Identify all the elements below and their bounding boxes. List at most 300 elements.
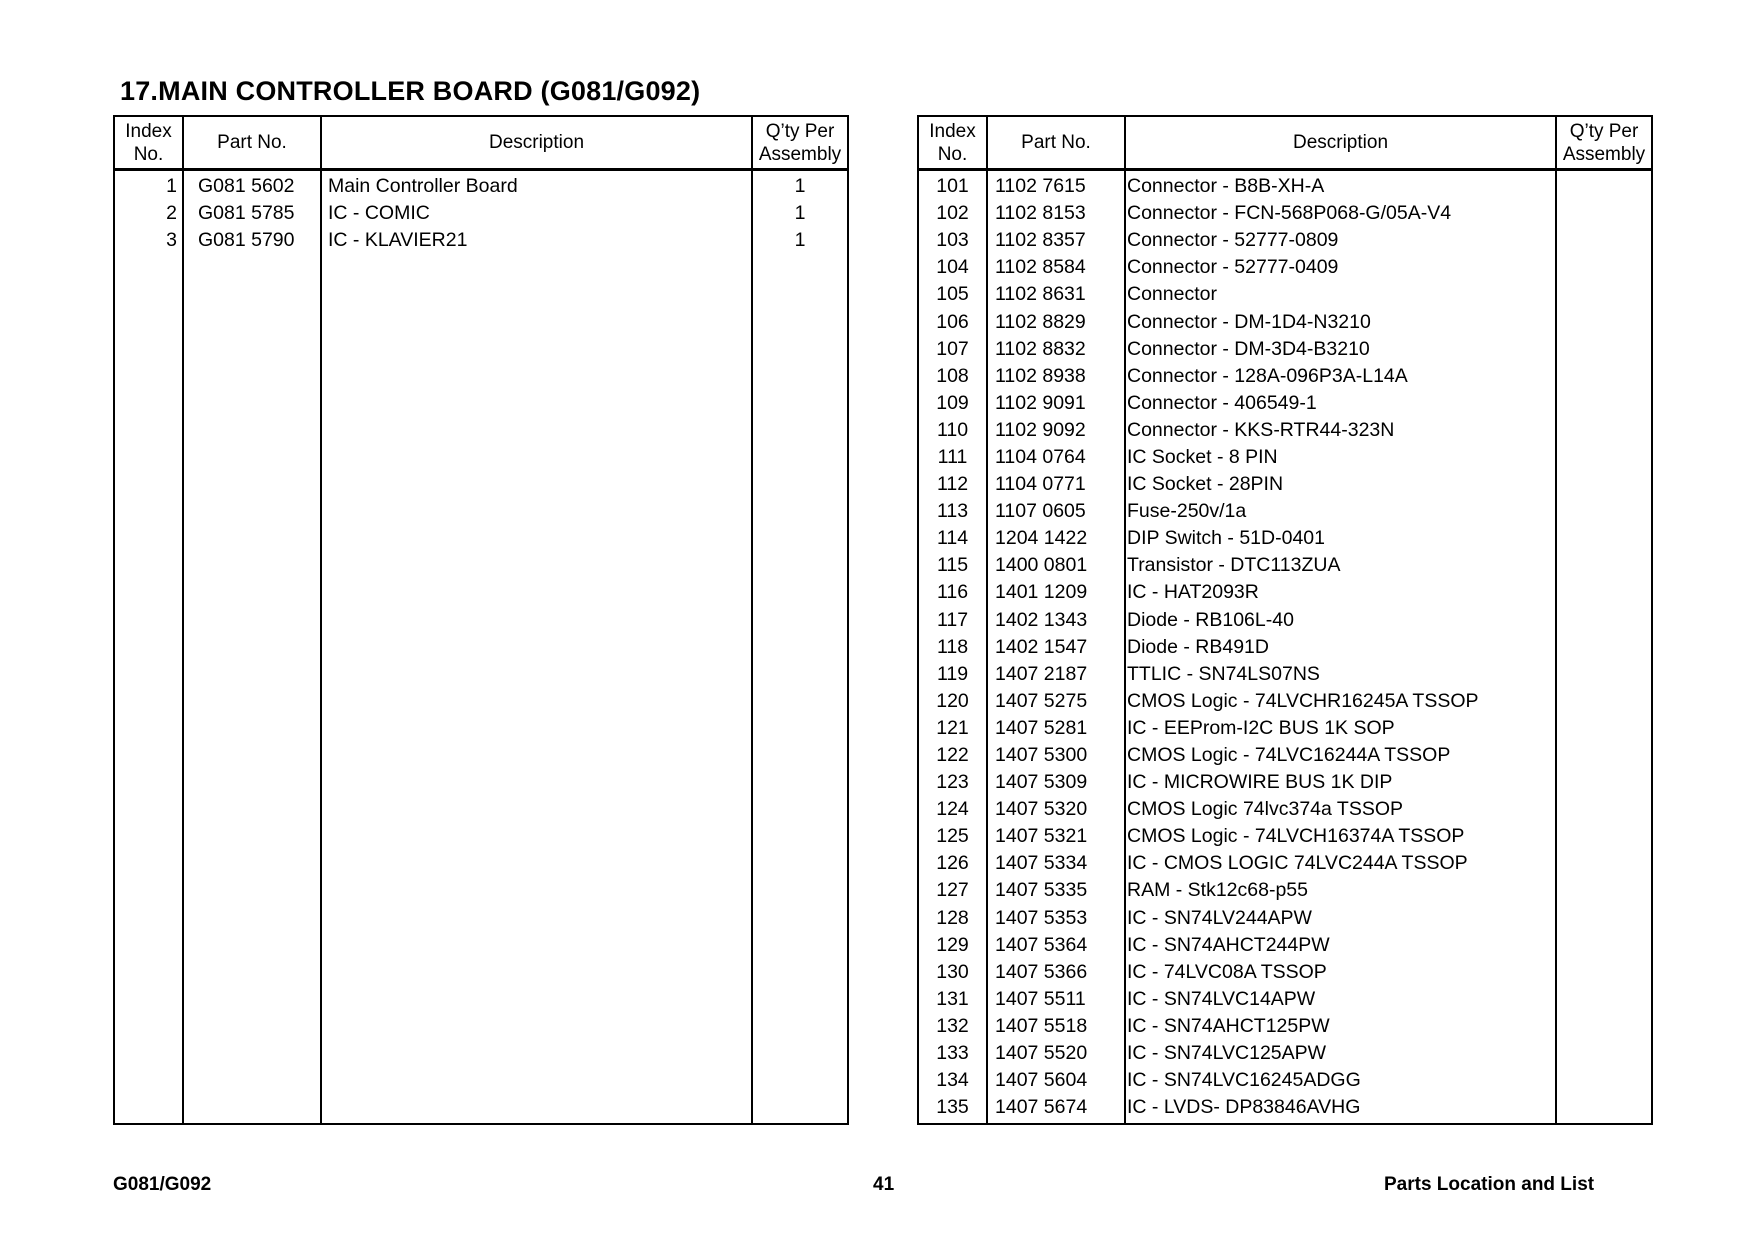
cell-part-no <box>183 688 321 715</box>
table-row <box>918 498 1652 525</box>
cell-description <box>321 850 752 877</box>
cell-description <box>321 471 752 498</box>
table-row <box>918 607 1652 634</box>
cell-qty <box>1556 579 1652 606</box>
cell-description: CMOS Logic - 74LVCHR16245A TSSOP <box>1125 688 1556 715</box>
table-row-empty <box>114 769 848 796</box>
cell-index: 111 <box>918 444 987 471</box>
cell-part-no: 1407 5518 <box>987 1013 1125 1040</box>
cell-part-no <box>183 959 321 986</box>
cell-part-no <box>183 634 321 661</box>
cell-description: CMOS Logic 74lvc374a TSSOP <box>1125 796 1556 823</box>
cell-qty <box>1556 742 1652 769</box>
cell-index <box>114 254 183 281</box>
cell-qty <box>1556 661 1652 688</box>
cell-description <box>321 525 752 552</box>
cell-qty <box>752 715 848 742</box>
cell-qty <box>752 363 848 390</box>
cell-part-no: 1102 8357 <box>987 227 1125 254</box>
cell-qty <box>1556 986 1652 1013</box>
table-row <box>918 390 1652 417</box>
cell-part-no: 1407 5674 <box>987 1094 1125 1124</box>
cell-index <box>114 471 183 498</box>
cell-index: 120 <box>918 688 987 715</box>
cell-index <box>114 444 183 471</box>
cell-index: 124 <box>918 796 987 823</box>
table-row-empty <box>114 525 848 552</box>
cell-part-no <box>183 525 321 552</box>
cell-description: Connector - 52777-0409 <box>1125 254 1556 281</box>
cell-part-no <box>183 308 321 335</box>
cell-part-no: 1407 5366 <box>987 959 1125 986</box>
cell-description <box>321 1013 752 1040</box>
cell-part-no <box>183 986 321 1013</box>
cell-index: 3 <box>114 227 183 254</box>
cell-index <box>114 1040 183 1067</box>
cell-index: 130 <box>918 959 987 986</box>
cell-part-no: 1204 1422 <box>987 525 1125 552</box>
table-row <box>918 525 1652 552</box>
cell-description: IC - SN74LV244APW <box>1125 905 1556 932</box>
cell-part-no: 1104 0764 <box>987 444 1125 471</box>
cell-part-no: 1407 5275 <box>987 688 1125 715</box>
table-row-empty <box>114 254 848 281</box>
cell-qty <box>752 390 848 417</box>
cell-part-no <box>183 552 321 579</box>
cell-part-no <box>183 661 321 688</box>
cell-qty <box>752 525 848 552</box>
footer-page-number: 41 <box>873 1174 895 1195</box>
table-row-empty <box>114 552 848 579</box>
cell-part-no: 1407 5511 <box>987 986 1125 1013</box>
table-row <box>918 552 1652 579</box>
table-row-empty <box>114 959 848 986</box>
cell-qty: 1 <box>752 170 848 201</box>
cell-qty <box>752 742 848 769</box>
cell-qty <box>1556 227 1652 254</box>
cell-part-no <box>183 498 321 525</box>
cell-description <box>321 336 752 363</box>
cell-description <box>321 688 752 715</box>
cell-description: Connector - 128A-096P3A-L14A <box>1125 363 1556 390</box>
cell-qty <box>1556 715 1652 742</box>
cell-part-no: 1407 5309 <box>987 769 1125 796</box>
cell-index: 102 <box>918 200 987 227</box>
table-row <box>918 363 1652 390</box>
cell-part-no: G081 5602 <box>183 170 321 201</box>
cell-qty <box>1556 417 1652 444</box>
cell-part-no: 1102 8153 <box>987 200 1125 227</box>
cell-qty <box>752 552 848 579</box>
cell-qty <box>752 932 848 959</box>
cell-index: 109 <box>918 390 987 417</box>
cell-part-no <box>183 254 321 281</box>
table-row <box>114 200 848 227</box>
cell-description <box>321 986 752 1013</box>
table-row-empty <box>114 471 848 498</box>
cell-qty <box>752 1067 848 1094</box>
cell-description: IC - SN74LVC14APW <box>1125 986 1556 1013</box>
cell-description <box>321 281 752 308</box>
cell-index: 115 <box>918 552 987 579</box>
header-part-no: Part No. <box>987 116 1125 170</box>
cell-description <box>321 823 752 850</box>
cell-description: IC Socket - 8 PIN <box>1125 444 1556 471</box>
cell-qty <box>752 471 848 498</box>
table-row-empty <box>114 336 848 363</box>
page-title: 17.MAIN CONTROLLER BOARD (G081/G092) <box>120 76 701 106</box>
table-row-empty <box>114 1040 848 1067</box>
cell-description <box>321 634 752 661</box>
table-row <box>918 417 1652 444</box>
table-row-empty <box>114 986 848 1013</box>
cell-qty <box>752 796 848 823</box>
cell-index: 125 <box>918 823 987 850</box>
header-index: Index No. <box>114 116 183 170</box>
cell-description <box>321 552 752 579</box>
cell-description <box>321 905 752 932</box>
cell-qty <box>752 308 848 335</box>
cell-index <box>114 850 183 877</box>
cell-index <box>114 498 183 525</box>
cell-description <box>321 769 752 796</box>
cell-part-no: 1407 5300 <box>987 742 1125 769</box>
cell-index: 101 <box>918 170 987 201</box>
cell-index: 117 <box>918 607 987 634</box>
table-row <box>918 769 1652 796</box>
cell-description: RAM - Stk12c68-p55 <box>1125 877 1556 904</box>
cell-index <box>114 390 183 417</box>
cell-description <box>321 390 752 417</box>
table-row-empty <box>114 905 848 932</box>
table-row <box>918 471 1652 498</box>
cell-description <box>321 417 752 444</box>
footer-model: G081/G092 <box>113 1174 212 1195</box>
cell-part-no: 1407 5281 <box>987 715 1125 742</box>
cell-description: IC Socket - 28PIN <box>1125 471 1556 498</box>
cell-index <box>114 715 183 742</box>
cell-index <box>114 769 183 796</box>
cell-qty: 1 <box>752 200 848 227</box>
parts-table-right <box>917 115 1653 1125</box>
cell-part-no: 1407 5520 <box>987 1040 1125 1067</box>
cell-description: IC - HAT2093R <box>1125 579 1556 606</box>
cell-qty <box>752 877 848 904</box>
cell-index <box>114 336 183 363</box>
cell-qty <box>752 1094 848 1124</box>
cell-description <box>321 1067 752 1094</box>
table-row <box>918 579 1652 606</box>
table-row <box>918 281 1652 308</box>
cell-qty <box>752 498 848 525</box>
header-qty: Q’ty Per Assembly <box>752 116 848 170</box>
cell-index: 128 <box>918 905 987 932</box>
cell-part-no: G081 5785 <box>183 200 321 227</box>
cell-qty <box>752 850 848 877</box>
cell-description: IC - MICROWIRE BUS 1K DIP <box>1125 769 1556 796</box>
cell-index <box>114 579 183 606</box>
cell-description: Connector - DM-3D4-B3210 <box>1125 336 1556 363</box>
cell-qty <box>752 661 848 688</box>
table-row <box>918 661 1652 688</box>
cell-qty <box>752 579 848 606</box>
table-row <box>918 1040 1652 1067</box>
table-row <box>918 932 1652 959</box>
cell-part-no: 1401 1209 <box>987 579 1125 606</box>
cell-qty <box>752 823 848 850</box>
cell-part-no <box>183 281 321 308</box>
cell-index <box>114 1067 183 1094</box>
cell-description: IC - CMOS LOGIC 74LVC244A TSSOP <box>1125 850 1556 877</box>
table-row <box>918 227 1652 254</box>
cell-index <box>114 525 183 552</box>
cell-index <box>114 417 183 444</box>
cell-qty <box>1556 525 1652 552</box>
table-row-empty <box>114 444 848 471</box>
cell-part-no <box>183 390 321 417</box>
cell-part-no <box>183 579 321 606</box>
cell-index <box>114 959 183 986</box>
table-row <box>918 634 1652 661</box>
cell-description: DIP Switch - 51D-0401 <box>1125 525 1556 552</box>
cell-qty <box>1556 471 1652 498</box>
cell-description <box>321 363 752 390</box>
cell-qty <box>1556 552 1652 579</box>
cell-part-no: 1407 5604 <box>987 1067 1125 1094</box>
cell-index: 114 <box>918 525 987 552</box>
table-row <box>918 796 1652 823</box>
cell-index <box>114 363 183 390</box>
cell-index: 118 <box>918 634 987 661</box>
table-row <box>918 959 1652 986</box>
parts-table-body <box>114 170 848 1125</box>
cell-description: IC - SN74AHCT125PW <box>1125 1013 1556 1040</box>
cell-description <box>321 932 752 959</box>
cell-qty <box>1556 390 1652 417</box>
cell-description: CMOS Logic - 74LVCH16374A TSSOP <box>1125 823 1556 850</box>
table-row <box>918 986 1652 1013</box>
cell-index: 116 <box>918 579 987 606</box>
table-row <box>114 170 848 201</box>
cell-qty <box>1556 308 1652 335</box>
cell-index <box>114 905 183 932</box>
cell-index <box>114 634 183 661</box>
cell-part-no: 1407 5335 <box>987 877 1125 904</box>
cell-index <box>114 986 183 1013</box>
cell-description <box>321 959 752 986</box>
cell-qty <box>752 905 848 932</box>
cell-description: IC - COMIC <box>321 200 752 227</box>
cell-part-no <box>183 932 321 959</box>
cell-qty <box>1556 254 1652 281</box>
table-row <box>918 850 1652 877</box>
table-row-empty <box>114 850 848 877</box>
cell-index: 134 <box>918 1067 987 1094</box>
cell-part-no: 1407 5353 <box>987 905 1125 932</box>
table-row-empty <box>114 742 848 769</box>
cell-part-no: G081 5790 <box>183 227 321 254</box>
cell-description: Transistor - DTC113ZUA <box>1125 552 1556 579</box>
cell-index: 123 <box>918 769 987 796</box>
cell-index <box>114 1094 183 1124</box>
cell-part-no <box>183 1094 321 1124</box>
cell-qty <box>752 634 848 661</box>
table-row-empty <box>114 1013 848 1040</box>
cell-description <box>321 796 752 823</box>
cell-qty <box>1556 769 1652 796</box>
cell-part-no <box>183 823 321 850</box>
cell-qty <box>752 417 848 444</box>
cell-qty <box>1556 959 1652 986</box>
cell-description: IC - KLAVIER21 <box>321 227 752 254</box>
cell-qty <box>1556 281 1652 308</box>
cell-part-no: 1402 1343 <box>987 607 1125 634</box>
cell-part-no <box>183 850 321 877</box>
cell-description: IC - SN74LVC16245ADGG <box>1125 1067 1556 1094</box>
cell-index: 127 <box>918 877 987 904</box>
table-row <box>918 1013 1652 1040</box>
cell-description: Fuse-250v/1a <box>1125 498 1556 525</box>
cell-part-no: 1107 0605 <box>987 498 1125 525</box>
cell-description <box>321 607 752 634</box>
cell-description: Connector <box>1125 281 1556 308</box>
cell-part-no <box>183 444 321 471</box>
cell-qty <box>752 986 848 1013</box>
cell-index: 108 <box>918 363 987 390</box>
cell-index: 135 <box>918 1094 987 1124</box>
cell-index <box>114 932 183 959</box>
cell-part-no <box>183 877 321 904</box>
header-description: Description <box>1125 116 1556 170</box>
table-row-empty <box>114 363 848 390</box>
cell-qty <box>1556 1040 1652 1067</box>
cell-index: 133 <box>918 1040 987 1067</box>
parts-table-body <box>918 170 1652 1125</box>
cell-part-no <box>183 336 321 363</box>
cell-qty <box>1556 607 1652 634</box>
cell-qty <box>752 959 848 986</box>
cell-index: 132 <box>918 1013 987 1040</box>
parts-table-left <box>113 115 849 1125</box>
table-row <box>918 308 1652 335</box>
cell-qty <box>752 769 848 796</box>
cell-description <box>321 742 752 769</box>
table-row-empty <box>114 932 848 959</box>
table-header-row <box>114 116 848 170</box>
cell-index: 126 <box>918 850 987 877</box>
cell-description <box>321 715 752 742</box>
cell-part-no <box>183 471 321 498</box>
cell-index: 131 <box>918 986 987 1013</box>
cell-qty <box>752 444 848 471</box>
cell-part-no: 1407 5334 <box>987 850 1125 877</box>
cell-description: Connector - KKS-RTR44-323N <box>1125 417 1556 444</box>
cell-description: TTLIC - SN74LS07NS <box>1125 661 1556 688</box>
cell-part-no: 1407 2187 <box>987 661 1125 688</box>
cell-part-no <box>183 1040 321 1067</box>
cell-qty <box>1556 688 1652 715</box>
cell-description: IC - SN74LVC125APW <box>1125 1040 1556 1067</box>
table-row-empty <box>114 796 848 823</box>
cell-index <box>114 688 183 715</box>
cell-qty <box>1556 823 1652 850</box>
cell-description: Connector - FCN-568P068-G/05A-V4 <box>1125 200 1556 227</box>
cell-part-no: 1102 8829 <box>987 308 1125 335</box>
table-row-empty <box>114 1094 848 1124</box>
table-row-empty <box>114 579 848 606</box>
cell-part-no <box>183 363 321 390</box>
cell-index: 113 <box>918 498 987 525</box>
cell-description: Diode - RB491D <box>1125 634 1556 661</box>
cell-index: 112 <box>918 471 987 498</box>
header-index: Index No. <box>918 116 987 170</box>
cell-part-no: 1104 0771 <box>987 471 1125 498</box>
cell-qty <box>752 1013 848 1040</box>
table-row <box>918 823 1652 850</box>
cell-part-no: 1407 5321 <box>987 823 1125 850</box>
table-row-empty <box>114 281 848 308</box>
cell-index <box>114 796 183 823</box>
cell-qty <box>1556 905 1652 932</box>
table-row <box>918 444 1652 471</box>
cell-qty <box>1556 796 1652 823</box>
cell-qty <box>752 688 848 715</box>
table-row-empty <box>114 607 848 634</box>
cell-qty <box>1556 444 1652 471</box>
table-row <box>918 254 1652 281</box>
cell-part-no <box>183 796 321 823</box>
cell-index <box>114 281 183 308</box>
cell-description: IC - EEProm-I2C BUS 1K SOP <box>1125 715 1556 742</box>
table-row-empty <box>114 634 848 661</box>
cell-qty <box>1556 1067 1652 1094</box>
cell-qty <box>752 281 848 308</box>
cell-index <box>114 742 183 769</box>
cell-qty <box>1556 363 1652 390</box>
cell-part-no: 1102 8938 <box>987 363 1125 390</box>
cell-part-no <box>183 1067 321 1094</box>
cell-index: 107 <box>918 336 987 363</box>
cell-qty <box>1556 336 1652 363</box>
footer-section-title: Parts Location and List <box>1384 1174 1595 1195</box>
cell-part-no <box>183 905 321 932</box>
cell-part-no <box>183 417 321 444</box>
cell-description: IC - LVDS- DP83846AVHG <box>1125 1094 1556 1124</box>
cell-part-no <box>183 769 321 796</box>
cell-index <box>114 877 183 904</box>
cell-part-no <box>183 607 321 634</box>
cell-qty <box>1556 877 1652 904</box>
cell-qty <box>752 336 848 363</box>
cell-description: IC - 74LVC08A TSSOP <box>1125 959 1556 986</box>
header-description: Description <box>321 116 752 170</box>
cell-description <box>321 498 752 525</box>
table-row-empty <box>114 390 848 417</box>
header-part-no: Part No. <box>183 116 321 170</box>
cell-description <box>321 444 752 471</box>
table-row-empty <box>114 823 848 850</box>
cell-description <box>321 579 752 606</box>
table-row-empty <box>114 498 848 525</box>
cell-description: IC - SN74AHCT244PW <box>1125 932 1556 959</box>
cell-index <box>114 1013 183 1040</box>
cell-part-no: 1102 7615 <box>987 170 1125 201</box>
table-row <box>918 688 1652 715</box>
cell-qty <box>1556 634 1652 661</box>
cell-part-no: 1102 8832 <box>987 336 1125 363</box>
cell-description <box>321 877 752 904</box>
table-row-empty <box>114 417 848 444</box>
